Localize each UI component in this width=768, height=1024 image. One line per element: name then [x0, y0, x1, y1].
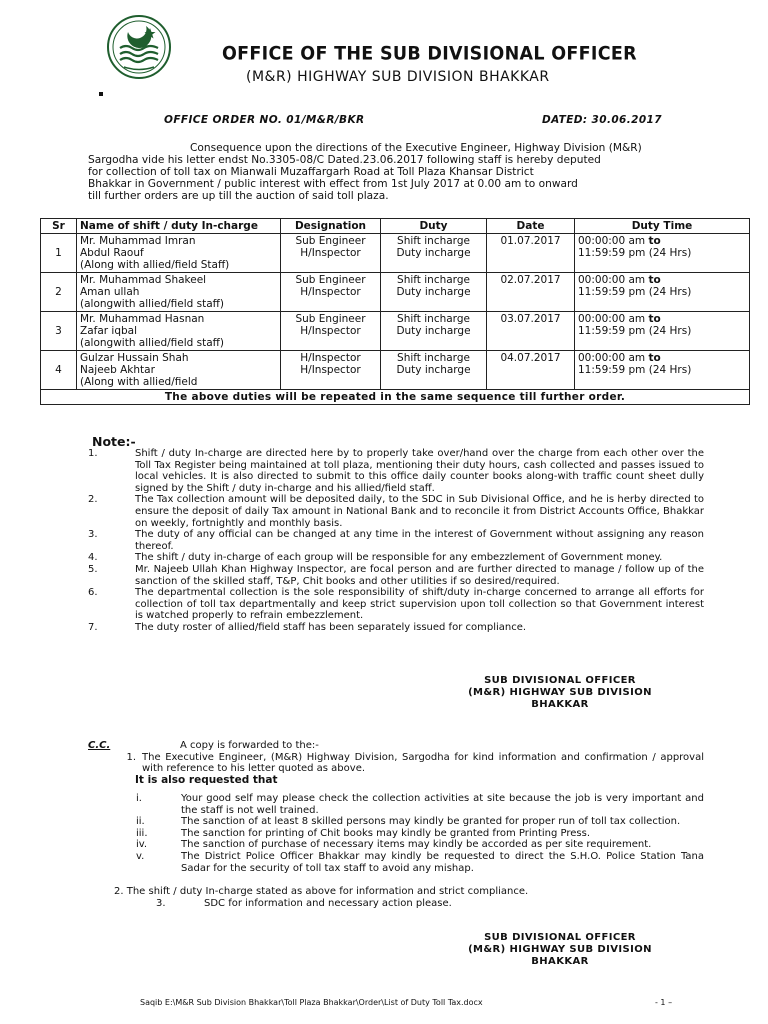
note-number: 5.	[88, 563, 98, 575]
designation-line: Sub Engineer	[295, 313, 366, 325]
duty-line: Shift incharge	[397, 352, 470, 364]
subitem-text: The sanction for printing of Chit books may kindly be granted from Printing Press.	[181, 827, 591, 839]
note-text: The Tax collection amount will be deposited daily, to the SDC in Sub Divisional Office, and he is herby directed to ensure the deposit of daily Tax amount in National Bank and to reconcile it from District Accounts Office, Bhakkar on weekly, fortnightly and monthly basis.	[135, 494, 704, 529]
time-end: 11:59:59 pm (24 Hrs)	[578, 247, 692, 259]
name-line: Aman ullah	[80, 286, 140, 298]
note-number: 6.	[88, 587, 98, 599]
note-heading: Note:-	[92, 434, 136, 449]
list-item	[136, 793, 704, 816]
cell-names	[77, 273, 281, 312]
time-to: to	[648, 313, 661, 325]
cell-designation	[281, 234, 381, 273]
list-item	[136, 828, 704, 840]
cell-designation	[281, 351, 381, 390]
table-row	[41, 312, 750, 351]
subitem-text: The District Police Officer Bhakkar may kindly be requested to direct the S.H.O. Police Station Tana Sadar for the security of toll tax staff to avoid any mishap.	[181, 850, 704, 874]
note-text: The shift / duty in-charge of each group will be responsible for any embezzlement of Government money.	[135, 552, 663, 564]
list-item	[88, 622, 704, 634]
name-line: (Along with allied/field	[80, 376, 198, 388]
signature-block-1	[430, 675, 690, 711]
note-text: The departmental collection is the sole responsibility of shift/duty in-charge concerned to arrange all efforts for collection of toll tax departmentally and keep strict supervision upon toll collection so that Government interest is watched properly to refrain embezzlement.	[135, 587, 704, 622]
signature-line: SUB DIVISIONAL OFFICER	[484, 932, 636, 943]
table-row	[41, 351, 750, 390]
office-title: OFFICE OF THE SUB DIVISIONAL OFFICER	[222, 43, 637, 65]
intro-paragraph	[88, 142, 704, 202]
table-footer-row	[41, 390, 750, 405]
time-to: to	[648, 352, 661, 364]
cc-item-text: The Executive Engineer, (M&R) Highway Division, Sargodha for kind information and confirmation / approval with reference to his letter quoted as above.	[142, 751, 704, 775]
designation-line: Sub Engineer	[295, 274, 366, 286]
cell-designation	[281, 273, 381, 312]
list-item	[88, 564, 704, 587]
cc-item-number: 3.	[156, 898, 166, 909]
duty-line: Duty incharge	[396, 325, 471, 337]
cell-duty	[381, 234, 487, 273]
table-row	[41, 234, 750, 273]
office-order-number: OFFICE ORDER NO. 01/M&R/BKR	[164, 114, 365, 126]
cell-names	[77, 234, 281, 273]
intro-line: Sargodha vide his letter endst No.3305-08/C Dated.23.06.2017 following staff is hereby deputed	[88, 154, 601, 166]
list-item	[88, 529, 704, 552]
subitem-number: iii.	[136, 827, 148, 839]
footer-page-number: - 1 –	[655, 998, 673, 1007]
cell-sr: 3	[41, 312, 77, 351]
note-number: 4.	[88, 552, 98, 564]
duty-line: Duty incharge	[396, 364, 471, 376]
cell-duty-time	[575, 273, 750, 312]
name-line: Mr. Muhammad Imran	[80, 235, 196, 247]
cc-requested: It is also requested that	[135, 773, 278, 786]
cell-names	[77, 351, 281, 390]
col-header-sr: Sr	[41, 219, 77, 234]
subitem-number: v.	[136, 850, 145, 862]
cc-intro-row	[88, 740, 704, 752]
list-item	[136, 839, 704, 851]
col-header-date: Date	[487, 219, 575, 234]
cell-date: 01.07.2017	[487, 234, 575, 273]
cc-item-3	[156, 898, 452, 909]
cell-date: 02.07.2017	[487, 273, 575, 312]
subitem-number: iv.	[136, 839, 148, 851]
designation-line: H/Inspector	[300, 352, 361, 364]
time-start: 00:00:00 am	[578, 313, 646, 325]
duty-line: Duty incharge	[396, 247, 471, 259]
subitem-number: ii.	[136, 816, 145, 828]
notes-list	[88, 448, 704, 634]
cc-item-1	[88, 752, 704, 775]
signature-block-2	[430, 932, 690, 968]
time-end: 11:59:59 pm (24 Hrs)	[578, 286, 692, 298]
name-line: Abdul Raouf	[80, 247, 144, 259]
intro-line: Bhakkar in Government / public interest with effect from 1st July 2017 at 0.00 am to onward	[88, 178, 578, 190]
note-text: The duty of any official can be changed at any time in the interest of Government without assigning any reason thereof.	[135, 529, 704, 552]
subitem-number: i.	[136, 793, 142, 804]
cc-label: C.C.	[88, 740, 111, 751]
cc-subitems	[136, 793, 704, 874]
cell-duty-time	[575, 234, 750, 273]
table-footer-note: The above duties will be repeated in the same sequence till further order.	[41, 390, 750, 405]
list-item	[88, 448, 704, 494]
designation-line: H/Inspector	[300, 364, 361, 376]
time-end: 11:59:59 pm (24 Hrs)	[578, 364, 692, 376]
subitem-text: The sanction of at least 8 skilled persons may kindly be granted for proper run of toll tax collection.	[181, 816, 681, 828]
cell-sr: 1	[41, 234, 77, 273]
cell-duty-time	[575, 312, 750, 351]
duty-line: Duty incharge	[396, 286, 471, 298]
signature-line: BHAKKAR	[531, 699, 589, 710]
name-line: Najeeb Akhtar	[80, 364, 155, 376]
note-number: 3.	[88, 529, 98, 541]
list-item	[136, 816, 704, 828]
time-start: 00:00:00 am	[578, 352, 646, 364]
col-header-duty-time: Duty Time	[575, 219, 750, 234]
name-line: Mr. Muhammad Hasnan	[80, 313, 205, 325]
note-text: Shift / duty In-charge are directed here by to properly take over/hand over the charge from each other over the Toll Tax Register being maintained at toll plaza, mentioning their duty hours, cash collected and passes issued to local vehicles. It is also directed to submit to this office daily counter books along-with traffic count sheet dully signed by the Shift / duty in-charge and his allied/field staff.	[135, 448, 704, 494]
name-line: (alongwith allied/field staff)	[80, 337, 225, 349]
cell-date: 03.07.2017	[487, 312, 575, 351]
duty-roster-table	[40, 218, 750, 405]
note-text: Mr. Najeeb Ullah Khan Highway Inspector, are focal person and are further directed to manage / follow up of the sanction of the skilled staff, T&P, Chit books and other utilities if so desired/required.	[135, 563, 704, 587]
note-number: 2.	[88, 494, 98, 506]
name-line: (alongwith allied/field staff)	[80, 298, 225, 310]
note-number: 1.	[88, 448, 98, 459]
signature-line: BHAKKAR	[531, 956, 589, 967]
duty-line: Shift incharge	[397, 235, 470, 247]
cell-names	[77, 312, 281, 351]
note-text: The duty roster of allied/field staff has been separately issued for compliance.	[135, 621, 527, 633]
table-header-row	[41, 219, 750, 234]
intro-line: for collection of toll tax on Mianwali Muzaffargarh Road at Toll Plaza Khansar District	[88, 166, 534, 178]
time-end: 11:59:59 pm (24 Hrs)	[578, 325, 692, 337]
cc-item-text: SDC for information and necessary action please.	[204, 898, 452, 909]
bullet-mark	[99, 92, 103, 96]
designation-line: H/Inspector	[300, 325, 361, 337]
col-header-designation: Designation	[281, 219, 381, 234]
list-item	[88, 587, 704, 622]
subitem-text: The sanction of purchase of necessary items may kindly be accorded as per site requirement.	[181, 839, 652, 851]
signature-line: SUB DIVISIONAL OFFICER	[484, 675, 636, 686]
duty-line: Shift incharge	[397, 313, 470, 325]
cc-intro: A copy is forwarded to the:-	[180, 740, 319, 751]
designation-line: H/Inspector	[300, 286, 361, 298]
time-start: 00:00:00 am	[578, 274, 646, 286]
cc-section	[88, 740, 704, 786]
note-number: 7.	[88, 621, 98, 633]
cell-date: 04.07.2017	[487, 351, 575, 390]
col-header-duty: Duty	[381, 219, 487, 234]
punjab-government-logo	[106, 14, 172, 80]
col-header-name: Name of shift / duty In-charge	[77, 219, 281, 234]
list-item	[88, 552, 704, 564]
time-to: to	[648, 274, 661, 286]
subitem-text: Your good self may please check the collection activities at site because the job is very important and the staff is not well trained.	[181, 793, 704, 816]
designation-line: Sub Engineer	[295, 235, 366, 247]
time-to: to	[648, 235, 661, 247]
office-subtitle: (M&R) HIGHWAY SUB DIVISION BHAKKAR	[246, 69, 550, 85]
list-item	[136, 851, 704, 874]
intro-line: till further orders are up till the auction of said toll plaza.	[88, 190, 389, 202]
signature-line: (M&R) HIGHWAY SUB DIVISION	[468, 687, 652, 698]
cell-sr: 4	[41, 351, 77, 390]
name-line: (Along with allied/field Staff)	[80, 259, 230, 271]
cell-duty	[381, 273, 487, 312]
office-order-date: DATED: 30.06.2017	[542, 114, 662, 126]
name-line: Mr. Muhammad Shakeel	[80, 274, 207, 286]
name-line: Gulzar Hussain Shah	[80, 352, 189, 364]
duty-line: Shift incharge	[397, 274, 470, 286]
name-line: Zafar iqbal	[80, 325, 138, 337]
cc-item-number: 1.	[126, 751, 136, 763]
cell-duty-time	[575, 351, 750, 390]
cell-designation	[281, 312, 381, 351]
signature-line: (M&R) HIGHWAY SUB DIVISION	[468, 944, 652, 955]
time-start: 00:00:00 am	[578, 235, 646, 247]
cc-item-2: 2. The shift / duty In-charge stated as above for information and strict compliance.	[114, 886, 529, 897]
intro-line: Consequence upon the directions of the Executive Engineer, Highway Division (M&R)	[190, 142, 642, 154]
cell-duty	[381, 312, 487, 351]
footer-file-path: Saqib E:\M&R Sub Division Bhakkar\Toll Plaza Bhakkar\Order\List of Duty Toll Tax.docx	[140, 998, 483, 1007]
cell-sr: 2	[41, 273, 77, 312]
list-item	[88, 494, 704, 529]
cell-duty	[381, 351, 487, 390]
table-row	[41, 273, 750, 312]
designation-line: H/Inspector	[300, 247, 361, 259]
